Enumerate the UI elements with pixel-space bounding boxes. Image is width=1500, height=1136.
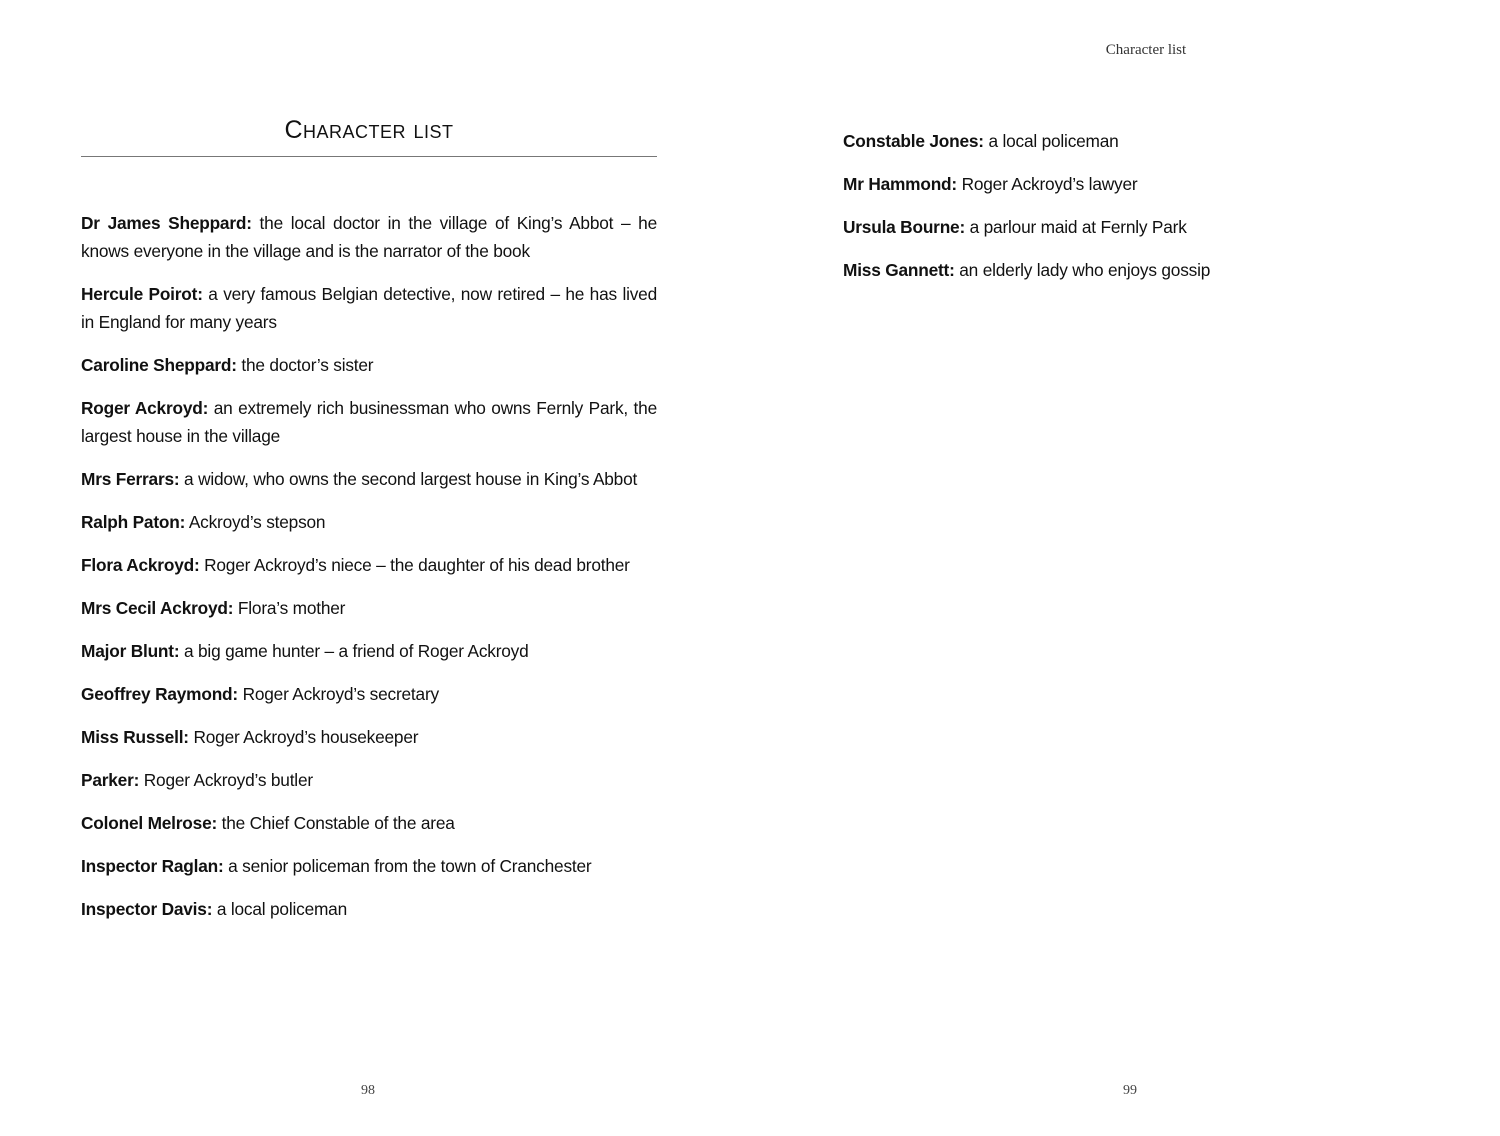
character-name: Colonel Melrose:: [81, 813, 218, 833]
character-name: Parker:: [81, 770, 140, 790]
character-entry: [81, 209, 657, 265]
character-name: Inspector Raglan:: [81, 856, 224, 876]
character-description: an extremely rich businessman who owns Fernly Park, the largest house in the village: [81, 398, 657, 446]
character-entry: [81, 508, 657, 536]
character-description: a senior policeman from the town of Cranchester: [223, 856, 592, 876]
character-list: [843, 127, 1419, 299]
character-entry: [843, 127, 1419, 155]
character-description: Roger Ackroyd’s butler: [139, 770, 313, 790]
character-list: [81, 209, 657, 938]
character-name: Mr Hammond:: [843, 174, 957, 194]
character-entry: [81, 465, 657, 493]
character-name: Geoffrey Raymond:: [81, 684, 238, 704]
page-number: 98: [361, 1083, 375, 1098]
character-entry: [81, 351, 657, 379]
character-name: Flora Ackroyd:: [81, 555, 200, 575]
character-description: a parlour maid at Fernly Park: [965, 217, 1187, 237]
character-name: Miss Russell:: [81, 727, 189, 747]
character-description: Roger Ackroyd’s niece – the daughter of his dead brother: [199, 555, 630, 575]
character-name: Ursula Bourne:: [843, 217, 966, 237]
character-entry: [81, 809, 657, 837]
character-entry: [81, 280, 657, 336]
character-entry: [81, 680, 657, 708]
page-number: 99: [1123, 1083, 1137, 1098]
character-description: an elderly lady who enjoys gossip: [954, 260, 1211, 280]
character-description: a local policeman: [212, 899, 347, 919]
character-name: Hercule Poirot:: [81, 284, 203, 304]
character-description: a local policeman: [983, 131, 1119, 151]
page-title: Character list: [284, 116, 454, 144]
character-entry: [843, 256, 1419, 284]
character-description: Ackroyd’s stepson: [185, 512, 326, 532]
character-name: Caroline Sheppard:: [81, 355, 237, 375]
character-description: a widow, who owns the second largest house in King’s Abbot: [179, 469, 638, 489]
character-description: the local doctor in the village of King’s Abbot – he knows everyone in the village and is the narrator of the book: [81, 213, 657, 261]
character-description: the Chief Constable of the area: [217, 813, 455, 833]
character-name: Dr James Sheppard:: [81, 213, 252, 233]
character-entry: [843, 170, 1419, 198]
character-entry: [81, 766, 657, 794]
character-name: Inspector Davis:: [81, 899, 213, 919]
character-description: Roger Ackroyd’s lawyer: [956, 174, 1138, 194]
character-description: Flora’s mother: [233, 598, 346, 618]
character-entry: [81, 723, 657, 751]
character-entry: [843, 213, 1419, 241]
character-name: Mrs Ferrars:: [81, 469, 180, 489]
character-description: a very famous Belgian detective, now retired – he has lived in England for many years: [81, 284, 657, 332]
character-name: Roger Ackroyd:: [81, 398, 209, 418]
character-entry: [81, 594, 657, 622]
character-entry: [81, 637, 657, 665]
character-name: Constable Jones:: [843, 131, 984, 151]
character-description: the doctor’s sister: [236, 355, 374, 375]
character-entry: [81, 394, 657, 450]
character-entry: [81, 852, 657, 880]
character-description: Roger Ackroyd’s housekeeper: [188, 727, 419, 747]
running-header: Character list: [1105, 42, 1187, 58]
character-name: Ralph Paton:: [81, 512, 186, 532]
character-entry: [81, 551, 657, 579]
title-divider: [81, 156, 657, 157]
character-description: Roger Ackroyd’s secretary: [237, 684, 439, 704]
character-name: Mrs Cecil Ackroyd:: [81, 598, 234, 618]
character-name: Major Blunt:: [81, 641, 180, 661]
character-entry: [81, 895, 657, 923]
character-description: a big game hunter – a friend of Roger Ackroyd: [179, 641, 529, 661]
character-name: Miss Gannett:: [843, 260, 955, 280]
right-page: [750, 0, 1500, 1136]
